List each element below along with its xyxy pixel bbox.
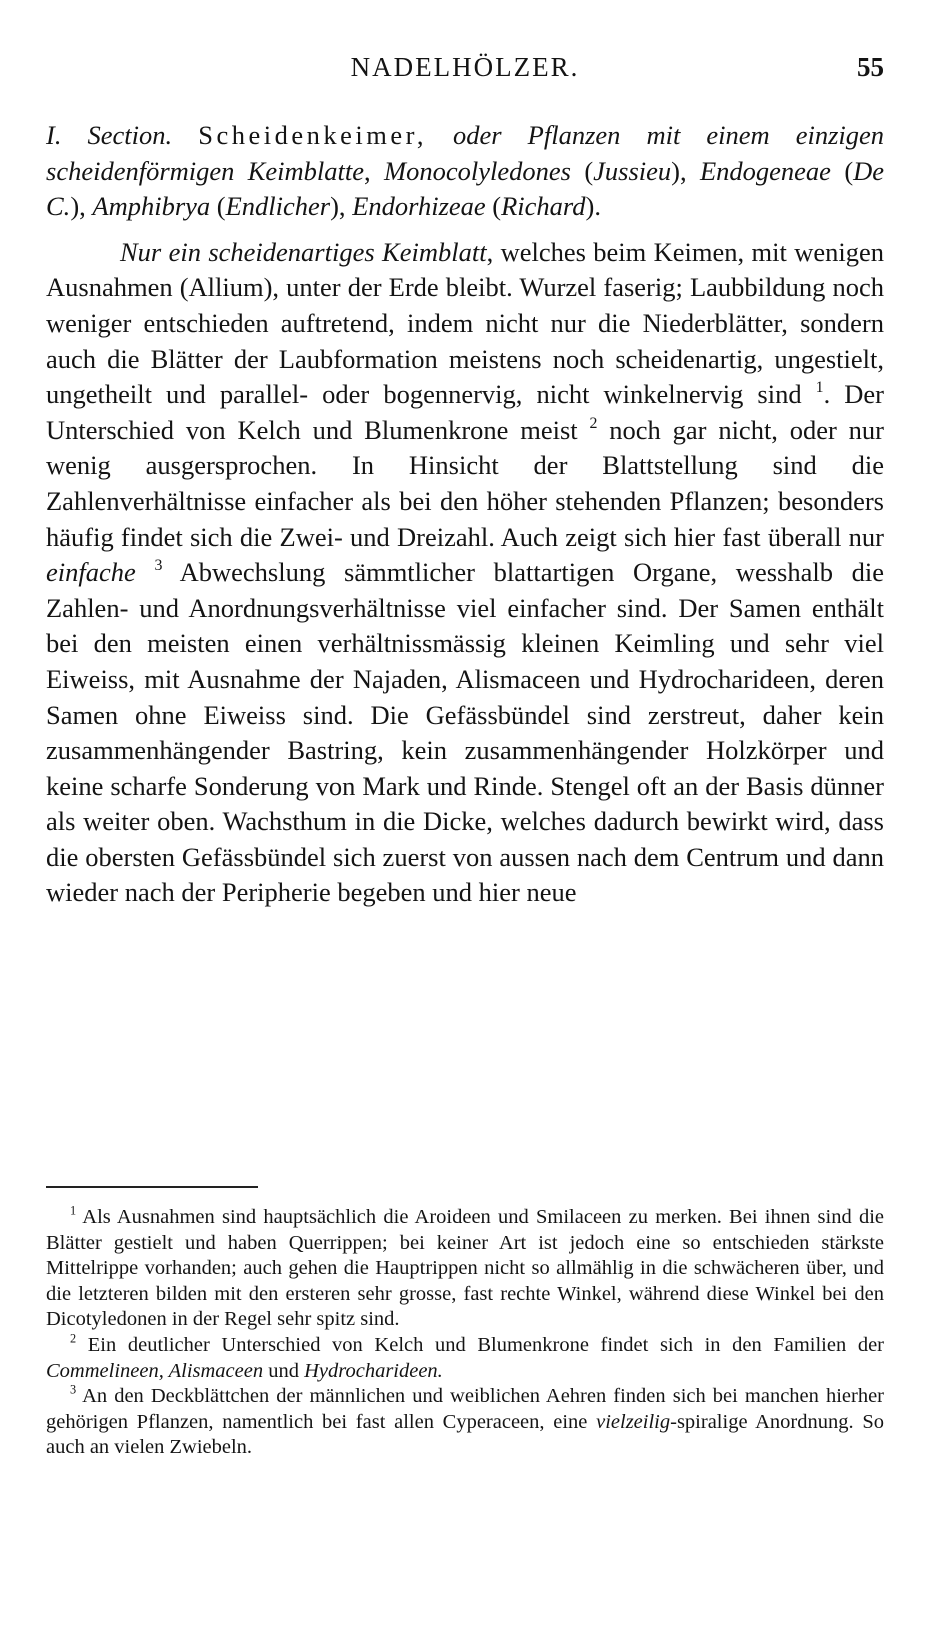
section-text: ( bbox=[492, 191, 502, 222]
footnote-marker: 1 bbox=[70, 1203, 77, 1218]
section-text: ( bbox=[584, 155, 594, 186]
paragraph-lead: Nur ein scheidenartiges Keimblatt bbox=[120, 236, 487, 267]
footnote-divider bbox=[46, 1186, 258, 1188]
section-term: Endorhizeae bbox=[352, 191, 486, 222]
footnote-emphasis: vielzeilig bbox=[596, 1410, 671, 1433]
footnote-ref-2[interactable]: 2 bbox=[589, 414, 598, 432]
paragraph-text: Abwechslung sämmtlicher blattartigen Organe, wesshalb die Zahlen- und Anordnungsverhältnisse viel einfacher sind. Der Samen enthält bei den meisten einen verhältnissmässig kleinen Keimling und sehr viel Eiweiss, mit Ausnahme der Najaden, Alismaceen und Hydrocharideen, deren Samen ohne Eiweiss sind. Die Gefässbündel sind zerstreut, daher kein zusammenhängender Bastring, kein zusammenhängender Holzkörper und keine scharfe Sonderung von Mark und Rinde. Stengel oft an der Basis dünner als weiter oben. Wachsthum in die Dicke, welches dadurch bewirkt wird, dass die obersten Gefässbündel sich zuerst von aussen nach dem Centrum und dann wieder nach der Peripherie begeben und hier neue bbox=[46, 557, 884, 908]
section-term: Monocolyledones bbox=[384, 155, 571, 186]
section-authority: Endlicher bbox=[225, 191, 331, 222]
section-text: ), bbox=[330, 191, 346, 222]
section-authority: Jussieu bbox=[593, 155, 672, 186]
footnote-ref-3[interactable]: 3 bbox=[154, 557, 163, 574]
body-text bbox=[46, 118, 884, 911]
footnote-text: Als Ausnahmen sind hauptsächlich die Aroideen und Smilaceen zu merken. Bei ihnen sind die Blätter gestielt und haben Querrippen; bei keiner Art ist jedoch eine so entschieden stärkste Mittelrippe vorhanden; auch gehen die Hauptrippen nicht so allmählig in die schwächeren über, und die letzteren bilden mit den ersteren sehr grosse, fast rechte Winkel, während diese Winkel bei den Dicotyledonen in der Regel sehr spitz sind. bbox=[46, 1206, 884, 1331]
section-term: Endogeneae bbox=[699, 155, 831, 186]
footnote-text: Ein deutlicher Unterschied von Kelch und Blumenkrone findet sich in den Familien der bbox=[87, 1333, 885, 1356]
footnote-emphasis: Commelineen, Alismaceen bbox=[46, 1359, 264, 1382]
running-head bbox=[46, 52, 884, 92]
footnotes bbox=[46, 1205, 884, 1461]
paragraph-text: noch gar nicht, oder nur wenig ausgersprochen. In Hinsicht der Blattstellung sind die Zahlenverhältnisse einfacher als bei den höher stehenden Pflanzen; besonders häufig findet sich die Zwei- und Dreizahl. Auch zeigt sich hier fast überall nur bbox=[46, 414, 885, 552]
section-term: Amphibrya bbox=[92, 191, 211, 222]
paragraph-text: , welches beim Keimen, mit wenigen Ausnahmen (Allium), unter der Erde bleibt. Wurzel faserig; Laubbildung noch weniger entschieden auftretend, indem nicht nur die Niederblätter, sondern auch die Blätter der Laubformation meistens noch scheidenartig, ungestielt, ungetheilt und parallel- oder bogennervig, nicht winkelnervig sind bbox=[46, 236, 884, 410]
footnote-ref-1[interactable]: 1 bbox=[815, 379, 824, 397]
section-description: oder Pflanzen mit einem einzigen scheidenförmigen Keimblatte bbox=[46, 120, 885, 186]
paragraph-emphasis: einfache bbox=[46, 557, 136, 588]
footnote-3 bbox=[46, 1384, 884, 1461]
section-text: , bbox=[364, 155, 371, 186]
footnote-1 bbox=[46, 1205, 884, 1333]
footnote-marker: 2 bbox=[70, 1331, 77, 1346]
running-title: NADELHÖLZER. bbox=[350, 52, 580, 82]
section-text: ( bbox=[216, 191, 226, 222]
footnote-marker: 3 bbox=[70, 1382, 77, 1397]
footnote-emphasis: Hydrocharideen. bbox=[304, 1359, 443, 1382]
footnote-text: An den Deckblättchen der männlichen und weiblichen Aehren finden sich bei manchen hierher gehörigen Pflanzen, namentlich bei fast allen Cyperaceen, eine bbox=[46, 1385, 884, 1433]
section-text: ), bbox=[671, 155, 687, 186]
footnote-2 bbox=[46, 1333, 884, 1384]
section-name: Scheidenkeimer, bbox=[198, 120, 427, 150]
section-authority: De C. bbox=[46, 155, 885, 222]
section-text: ), bbox=[70, 191, 86, 222]
main-paragraph bbox=[46, 235, 884, 911]
section-text: ( bbox=[844, 155, 854, 186]
page-number: 55 bbox=[857, 52, 884, 82]
footnote-text: und bbox=[268, 1359, 299, 1382]
paragraph-text: . Der Unterschied von Kelch und Blumenkrone meist bbox=[46, 379, 885, 445]
section-text: ). bbox=[585, 191, 601, 222]
footnote-text: -spiralige Anordnung. So auch an vielen Zwiebeln. bbox=[46, 1410, 884, 1459]
section-heading bbox=[46, 118, 884, 225]
section-label: I. Section. bbox=[46, 120, 173, 150]
section-authority: Richard bbox=[501, 191, 586, 222]
